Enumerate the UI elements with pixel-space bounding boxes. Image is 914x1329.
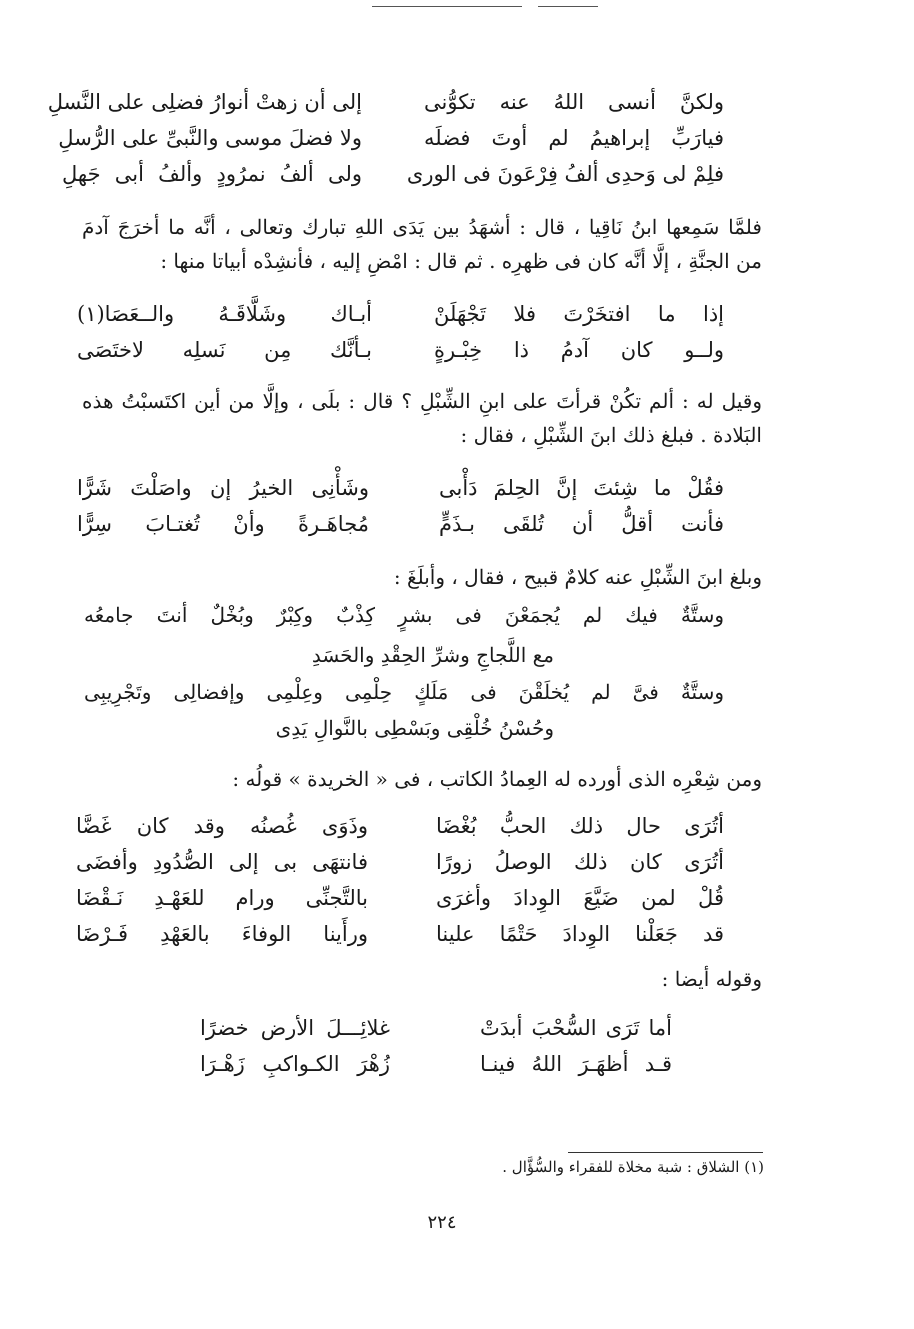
prose-line: البَلادة . فبلغ ذلك ابنَ الشِّبْلِ ، فقال : xyxy=(460,423,762,447)
verse-line xyxy=(77,470,724,506)
verse-right-hemistich: قُلْ لمن ضَيَّعَ الوِدادَ وأغرَى xyxy=(436,886,724,910)
prose-line: من الجنَّةِ ، إلَّا أنَّه كان فى ظهرِه . ثم قال : امْضِ إليه ، فأنشِدْه أبياتا منها : xyxy=(160,249,762,273)
verse-line: وستَّةٌ فىَّ لم يُخلَقْنَ فى مَلَكٍ حِلْمِى وعِلْمِى وإفضالِى وتَجْرِيبِى xyxy=(84,680,724,704)
verse-line xyxy=(76,844,724,880)
verse-line xyxy=(200,1010,672,1046)
page-number: ٢٢٤ xyxy=(427,1212,457,1233)
prose-line: وقوله أيضا : xyxy=(661,967,762,991)
verse-left-hemistich: مُجاهَـرةً وأنْ تُغتـابَ سِرًّا xyxy=(77,512,369,536)
verse-line xyxy=(58,120,724,156)
verse-left-hemistich: بـأنَّك مِن نَسلِه لاختَصَى xyxy=(77,338,372,362)
verse-right-hemistich: أما تَرَى السُّحْبَ أبدَتْ xyxy=(480,1016,672,1040)
verse-right-hemistich: أتُرَى حال ذلك الحبُّ بُغْضَا xyxy=(436,814,724,838)
verse-continuation: وحُسْنُ خُلْقِى وبَسْطِى بالنَّوالِ يَدِى xyxy=(275,716,554,740)
prose-paragraph xyxy=(82,762,762,796)
verse-right-hemistich: فأنت أقلُّ أن تُلقَى بـذَمٍّ xyxy=(439,512,724,536)
verse-right-hemistich: قـد أظهَـرَ اللهُ فينـا xyxy=(480,1052,672,1076)
prose-paragraph xyxy=(82,384,762,452)
footnote: (١) الشلاق : شبة مخلاة للفقراء والسُّؤَّال . xyxy=(502,1158,764,1176)
verse-right-hemistich: أتُرَى كان ذلك الوصلُ زورًا xyxy=(436,850,724,874)
verse-left-hemistich: إلى أن زهتْ أنوارُ فضلِى على النَّسلِ xyxy=(47,90,362,114)
poem-block-5 xyxy=(200,1010,672,1082)
prose-paragraph xyxy=(82,560,762,594)
verse-left-hemistich: ولى ألفُ نمرُودٍ وألفُ أبى جَهلِ xyxy=(62,162,362,186)
verse-line xyxy=(76,880,724,916)
verse-right-hemistich: ولــو كان آدمُ ذا خِبْـرةٍ xyxy=(434,338,724,362)
prose-paragraph xyxy=(82,962,762,996)
verse-right-hemistich: قد جَعَلْنا الوِدادَ حَتْمًا علينا xyxy=(436,922,724,946)
verse-line xyxy=(62,156,724,192)
verse-left-hemistich: فانتهَى بى إلى الصُّدُودِ وأفضَى xyxy=(76,850,368,874)
verse-line xyxy=(47,84,724,120)
verse-left-hemistich: ولا فضلَ موسى والنَّبىِّ على الرُّسلِ xyxy=(58,126,362,150)
verse-right-hemistich: ولكنَّ أنسى اللهُ عنه تكوُّنى xyxy=(424,90,724,114)
poem-block-1 xyxy=(47,84,724,192)
header-rule xyxy=(538,6,598,7)
verse-line xyxy=(76,916,724,952)
verse-right-hemistich: إذا ما افتخَرْتَ فلا تَجْهَلَنْ xyxy=(434,302,724,326)
verse-line xyxy=(77,296,724,332)
verse-left-hemistich: غلائِـــلَ الأرض خضرًا xyxy=(200,1016,390,1040)
poem-block-3 xyxy=(77,470,724,542)
verse-left-hemistich: ورأَينا الوفاءَ بالعَهْدِ فَـرْضَا xyxy=(76,922,368,946)
verse-left-hemistich: وذَوَى غُصنُه وقد كان غَضَّا xyxy=(76,814,368,838)
verse-right-hemistich: فلِمْ لى وَحدِى ألفُ فِرْعَونَ فى الورى xyxy=(406,162,724,186)
header-rule xyxy=(372,6,522,7)
verse-left-hemistich: زُهْرَ الكـواكبِ زَهْـرَا xyxy=(200,1052,390,1076)
footnote-rule xyxy=(568,1152,763,1153)
verse-left-hemistich: وشَأْنِى الخيرُ إن واصَلْتَ شَرًّا xyxy=(77,476,369,500)
verse-left-hemistich: بالتَّجنِّى ورام للعَهْـدِ نَـقْضَا xyxy=(76,886,368,910)
prose-paragraph xyxy=(82,210,762,278)
verse-line xyxy=(76,808,724,844)
poem-block-4 xyxy=(76,808,724,952)
prose-line: ومن شِعْرِه الذى أورده له العِمادُ الكاتب ، فى « الخريدة » قولُه : xyxy=(232,767,762,791)
prose-line: وقيل له : ألم تكُنْ قرأتَ على ابنِ الشِّبْلِ ؟ قال : بلَى ، وإلَّا من أين اكتَسبْتُ هذه xyxy=(82,389,762,413)
verse-line xyxy=(200,1046,672,1082)
prose-line: فلمَّا سَمِعها ابنُ نَاقِيا ، قال : أشهَدُ بين يَدَى اللهِ تبارك وتعالى ، أنَّه ما أخرَجَ آدمَ xyxy=(82,215,762,239)
verse-continuation: مع اللَّجاجِ وشرِّ الحِقْدِ والحَسَدِ xyxy=(311,643,554,667)
verse-right-hemistich: فيارَبِّ إبراهيمُ لم أوتَ فضلَه xyxy=(424,126,724,150)
verse-line xyxy=(77,332,724,368)
verse-left-hemistich: أبـاك وشَلَّاقَـهُ والــعَصَا(١) xyxy=(77,302,372,326)
poem-block-2 xyxy=(77,296,724,368)
verse-right-hemistich: فقُلْ ما شِئتَ إنَّ الحِلمَ دَأْبى xyxy=(439,476,724,500)
verse-line: وستَّةٌ فيك لم يُجمَعْنَ فى بشرٍ كِذْبٌ وكِبْرٌ وبُخْلٌ أنتَ جامعُه xyxy=(84,603,724,627)
verse-line xyxy=(77,506,724,542)
prose-line: وبلغ ابنَ الشِّبْلِ عنه كلامٌ قبيح ، فقال ، وأبلَغَ : xyxy=(393,565,762,589)
